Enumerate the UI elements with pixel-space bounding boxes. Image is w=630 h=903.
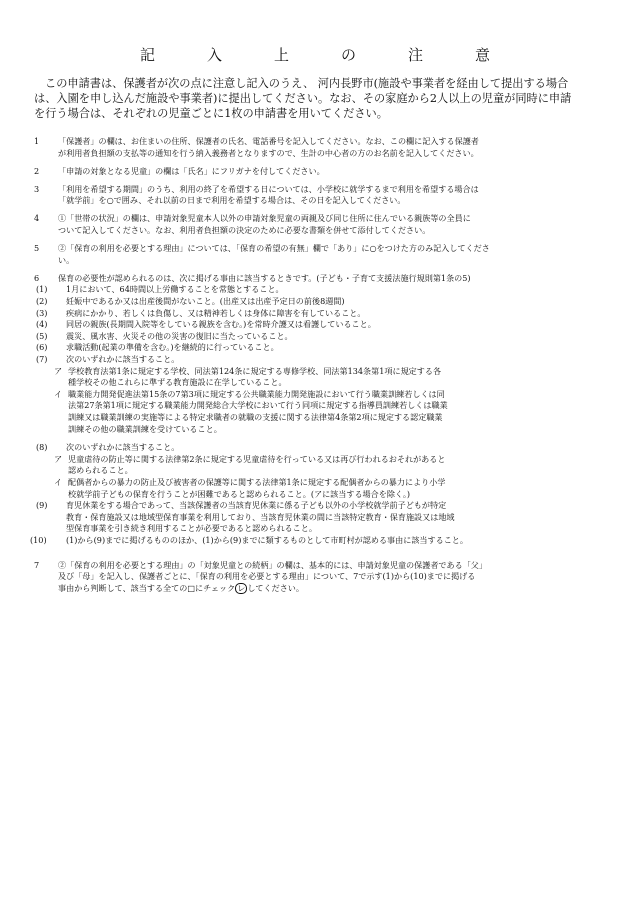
- intro-line: を行う場合は、それぞれの児童ごとに1枚の申請書を用いてください。: [34, 107, 388, 120]
- reason-subitem: イ 職業能力開発促進法第15条の7第3項に規定する公共職業能力開発施設において行う職業訓練若しくは同 法第27条第1項に規定する職業能力開発総合大学校において行う同項に規定する指導員訓練若しくは職業 訓練又は職業訓練の実施等による特定求職者の就職の支援に関する法律第4条第2項に規定する認定職業 訓練その他の職業訓練を受けていること。: [54, 388, 448, 434]
- note-number: 6: [34, 272, 40, 283]
- note-line: ②「保育の利用を必要とする理由」については、「保育の希望の有無」欄で「あり」に○をつけた方のみ記入してくださ: [58, 243, 490, 254]
- note-line: ②「保育の利用を必要とする理由」の「対象児童との続柄」の欄は、基本的には、申請対象児童の保護者である「父」: [58, 559, 487, 570]
- note-line: ①「世帯の状況」の欄は、申請対象児童本人以外の申請対象児童の両親及び同じ住所に住んでいる親族等の全員に: [58, 213, 471, 224]
- note-line: 「申請の対象となる児童」の欄は「氏名」にフリガナを付してください。: [58, 165, 325, 176]
- note-number: 3: [34, 183, 40, 194]
- note-line: 保育の必要性が認められるのは、次に掲げる事由に該当するときです。(子ども・子育て支援法施行規則第1条の5): [58, 272, 471, 283]
- reason-item: (7) 次のいずれかに該当すること。: [36, 354, 180, 364]
- note-item-6: [30, 272, 600, 547]
- note-line: い。: [58, 254, 75, 265]
- note-number: 7: [34, 559, 40, 570]
- intro-line: は、入園を申し込んだ施設や事業者)に提出してください。なお、その家庭から2人以上の児童が同時に申請: [34, 92, 572, 105]
- reason-item: (6) 求職活動(起業の準備を含む。)を継続的に行っていること。: [36, 342, 279, 353]
- reason-item: (3) 疾病にかかり、若しくは負傷し、又は精神若しくは身体に障害を有していること。: [36, 307, 366, 318]
- reason-subitem: ア 児童虐待の防止等に関する法律第2条に規定する児童虐待を行っている又は再び行われるおそれがあると 認められること。: [54, 453, 446, 476]
- title-char: 上: [273, 46, 289, 64]
- note-line: 及び「母」を記入し、保護者ごとに、「保育の利用を必要とする理由」について、7で示す(1)から(10)までに掲げる: [58, 571, 476, 582]
- notes-list: [30, 136, 600, 601]
- reason-subitem: ア 学校教育法第1条に規定する学校、同法第124条に規定する専修学校、同法第134条第1項に規定する各 種学校その他これらに準ずる教育施設に在学していること。: [54, 365, 442, 388]
- reason-item: (2) 妊娠中であるか又は出産後間がないこと。(出産又は出産予定日の前後8週間): [36, 296, 345, 307]
- intro-paragraph: [34, 76, 602, 121]
- page-title: [0, 44, 630, 65]
- note-line: 「利用を希望する期間」のうち、利用の終了を希望する日については、小学校に就学するまで利用を希望する場合は: [58, 183, 479, 194]
- note-number: 4: [34, 213, 40, 224]
- note-line: が利用者負担額の支払等の通知を行う納入義務者となりますので、生計の中心者の方のお名前を記入してください。: [58, 147, 479, 158]
- title-char: 注: [408, 46, 424, 64]
- intro-line: この申請書は、保護者が次の点に注意し記入のうえ、 河内長野市(施設や事業者を経由して提出する場合: [45, 77, 569, 90]
- note-item-5: [34, 243, 600, 266]
- note-number: 1: [34, 136, 40, 146]
- title-char: 記: [139, 46, 155, 64]
- reason-item: (8) 次のいずれかに該当すること。: [36, 442, 180, 453]
- reason-item: (1) 1月において、64時間以上労働することを常態とすること。: [36, 284, 284, 295]
- reason-item: (10) (1)から(9)までに掲げるもののほか、(1)から(9)までに類するものとして市町村が認める事由に該当すること。: [30, 534, 468, 545]
- title-char: 入: [206, 46, 222, 64]
- note-line: 「就学前」を○で囲み、それ以前の日まで利用を希望する場合は、その日を記入してください。: [58, 195, 406, 206]
- note-number: 2: [34, 165, 40, 176]
- reason-item: (9) 育児休業をする場合であって、当該保護者の当該育児休業に係る子ども以外の小学校就学前子どもが特定 教育・保育施設又は地域型保育事業を利用しており、当該育児休業の間に当該特定教育・保育施設又は地域 型保育事業を引き続き利用することが必要であると認められること。: [36, 500, 455, 534]
- note-item-7: [34, 560, 600, 595]
- reason-item: (4) 同居の親族(長期間入院等をしている親族を含む。)を常時介護又は看護していること。: [36, 319, 376, 330]
- title-char: の: [341, 46, 357, 64]
- note-item-1: [34, 136, 600, 159]
- note-line: 「保護者」の欄は、お住まいの住所、保護者の氏名、電話番号を記入してください。なお、この欄に記入する保護者: [58, 136, 479, 146]
- note-line: ついて記入してください。なお、利用者負担額の決定のために必要な書類を併せて添付してください。: [58, 225, 431, 236]
- title-char: 意: [475, 46, 491, 64]
- note-line: 事由から判断して、該当する全ての□にチェック レ してください。: [58, 582, 304, 593]
- note-item-3: [34, 184, 600, 207]
- reason-subitem: イ 配偶者からの暴力の防止及び被害者の保護等に関する法律第1条に規定する配偶者からの暴力により小学 校就学前子どもの保育を行うことが困難であると認められること。(アに該当する場合を除く。): [54, 476, 446, 499]
- reason-item: (5) 震災、風水害、火災その他の災害の復旧に当たっていること。: [36, 330, 293, 341]
- note-item-2: [34, 166, 600, 178]
- note-number: 5: [34, 243, 40, 254]
- note-item-4: [34, 213, 600, 236]
- check-mark-icon: レ: [237, 582, 246, 593]
